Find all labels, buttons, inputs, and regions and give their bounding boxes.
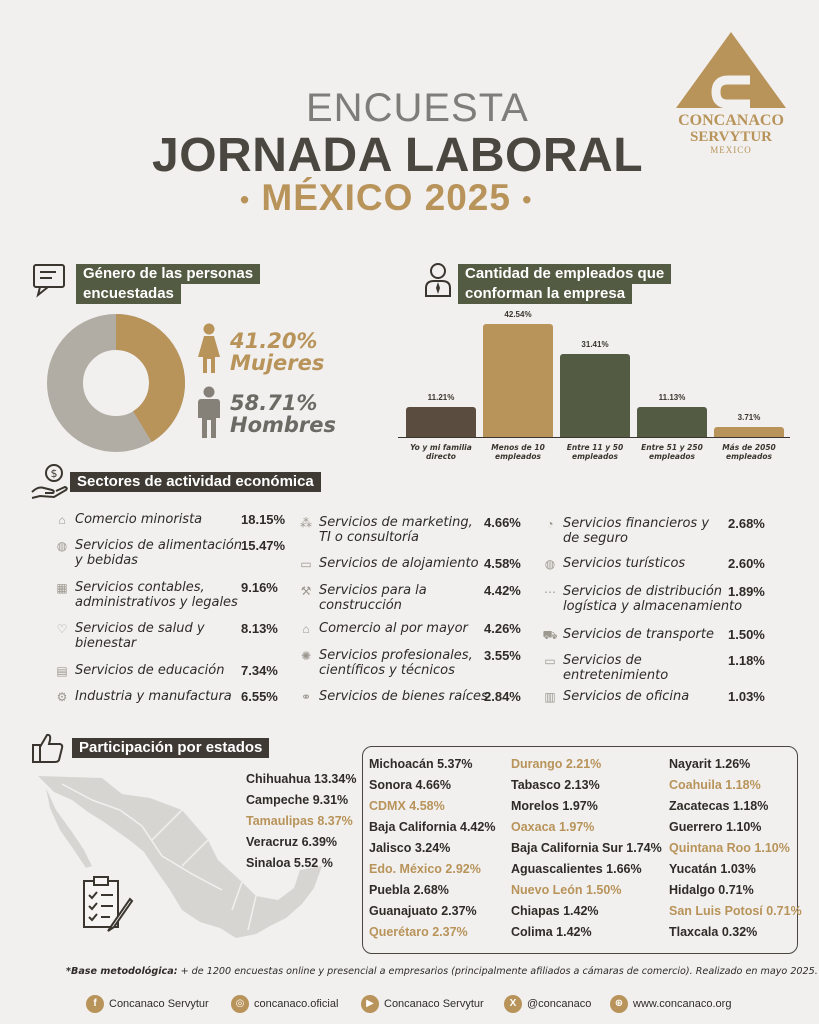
sector-row [54,663,224,678]
man-icon [196,386,222,440]
sector-label-line: Servicios financieros y [563,516,710,531]
state-item: Colima 1.42% [511,925,592,939]
footer-web[interactable] [610,995,731,1013]
bullet-left: • [240,184,251,215]
bar-4 [714,427,784,437]
sector-label-line: Servicios para la [319,583,427,598]
employee-icon [422,262,454,298]
sector-label-line: Servicios de alojamiento [319,556,479,571]
state-item: Morelos 1.97% [511,799,598,813]
sector-label-line: TI o consultoría [319,530,419,545]
bar-category-line: Menos de 10 [491,443,545,452]
sector-row [298,648,473,678]
bar-category-label [553,443,637,461]
sector-label-line: construcción [319,598,402,613]
sector-row [542,627,714,642]
logo-mark-icon [672,30,790,110]
sector-label-line: Servicios turísticos [563,556,686,571]
gender-title-line1: Género de las personas [76,264,260,284]
sector-percentage: 1.18% [728,653,765,668]
globe-icon: ◍ [544,557,556,571]
sector-row [298,689,488,704]
sector-label-line: de seguro [563,531,628,546]
sector-label-line: Servicios de alimentación [75,538,243,553]
books-icon: ▤ [56,664,68,678]
sector-label [319,583,427,613]
state-item: Zacatecas 1.18% [669,799,769,813]
concanaco-logo [672,30,790,160]
sector-label-line: entretenimiento [563,668,669,683]
sector-row [298,621,468,636]
sector-label-line: Industria y manufactura [75,689,232,704]
sector-label [319,515,473,545]
footer-youtube[interactable] [361,995,484,1013]
state-item: CDMX 4.58% [369,799,445,813]
state-item: San Luis Potosí 0.71% [669,904,802,918]
bar-category-line: Yo y mi familia [410,443,472,452]
state-item: Tabasco 2.13% [511,778,600,792]
calculator-icon: ▦ [56,581,68,595]
bar-category-label [476,443,560,461]
state-item: Oaxaca 1.97% [511,820,595,834]
sector-label-line: y bebidas [75,553,138,568]
methodology-label: *Base metodológica: [66,966,178,977]
women-percentage: 41.20% [230,329,318,353]
state-item: Chihuahua 13.34% [246,772,357,786]
state-item: Jalisco 3.24% [369,841,451,855]
sector-row [54,512,202,527]
sector-percentage: 1.89% [728,584,765,599]
state-item: Guerrero 1.10% [669,820,762,834]
state-item: Sinaloa 5.52 % [246,856,333,870]
sector-label-line: Servicios de salud y [75,621,205,636]
women-label: Mujeres [230,351,325,375]
employees-title [458,264,671,304]
monitor-icon: ▭ [544,654,556,668]
sector-row [298,556,479,571]
sector-row [542,516,709,546]
sector-label [75,538,242,568]
facebook-icon: f [86,995,104,1013]
bar-category-line: empleados [726,452,772,461]
states-title [72,738,269,758]
youtube-icon: ▶ [361,995,379,1013]
instagram-label: concanaco.oficial [254,998,339,1010]
sector-row [54,621,205,651]
sector-label [319,621,468,636]
bar-value-label: 11.13% [658,393,686,403]
title-jornada-laboral: JORNADA LABORAL [152,129,644,182]
sector-row [54,580,238,610]
state-item: Campeche 9.31% [246,793,349,807]
sector-label-line: Servicios de marketing, [319,515,473,530]
sector-label-line: Servicios de transporte [563,627,714,642]
thumbs-up-icon [30,730,66,766]
gender-title-line2: encuestadas [76,284,181,304]
sector-percentage: 6.55% [241,689,278,704]
sectors-title [70,472,321,492]
state-item: Baja California Sur 1.74% [511,841,662,855]
sector-label-line: Comercio minorista [75,512,203,527]
sector-label-line: Servicios contables, [75,580,205,595]
bar-category-line: Entre 51 y 250 [641,443,703,452]
store-icon: ⌂ [58,513,66,527]
sector-percentage: 1.50% [728,627,765,642]
bed-icon: ▭ [300,557,312,571]
sector-label [563,653,668,683]
bar-1 [483,324,553,437]
sector-percentage: 15.47% [241,538,286,553]
sector-row [298,583,427,613]
sector-row [542,584,742,614]
sector-label-line: logística y almacenamiento [563,599,743,614]
sector-percentage: 4.58% [484,556,521,571]
office-icon: ▥ [544,690,556,704]
globe-icon: ⊕ [610,995,628,1013]
footer-facebook[interactable] [86,995,209,1013]
sector-percentage: 2.60% [728,556,765,571]
gender-donut-chart [46,313,186,453]
x-icon: X [504,995,522,1013]
state-item: Nuevo León 1.50% [511,883,622,897]
sector-row [542,689,689,704]
sector-label [563,584,742,614]
hand-money-icon [30,462,70,502]
sector-row [542,556,685,571]
state-item: Chiapas 1.42% [511,904,599,918]
sector-label [75,512,202,527]
svg-text:$: $ [50,467,58,480]
sector-percentage: 2.84% [484,689,521,704]
state-item: Tlaxcala 0.32% [669,925,758,939]
sector-label-line: Servicios de educación [75,663,225,678]
heart-icon: ♡ [56,622,68,636]
state-item: Coahuila 1.18% [669,778,761,792]
sector-percentage: 4.66% [484,515,521,530]
state-item: Durango 2.21% [511,757,602,771]
bar-category-line: Entre 11 y 50 [566,443,624,452]
bar-category-line: empleados [649,452,695,461]
bar-2 [560,354,630,437]
bar-value-label: 31.41% [581,339,609,349]
handshake-icon: ⚭ [300,690,312,704]
bar-chart-axis [398,437,790,438]
employees-title-line2: conforman la empresa [458,284,632,304]
sector-label-line: Comercio al por mayor [319,621,468,636]
sector-label [563,627,714,642]
web-label: www.concanaco.org [633,998,732,1010]
state-item: Michoacán 5.37% [369,757,473,771]
sector-label [563,556,685,571]
bar-value-label: 11.21% [427,393,455,403]
bar-category-label [399,443,483,461]
sector-percentage: 18.15% [241,512,286,527]
bar-category-line: Más de 2050 [722,443,776,452]
sector-label [75,689,232,704]
state-item: Veracruz 6.39% [246,835,338,849]
facebook-label: Concanaco Servytur [109,998,209,1010]
state-item: Tamaulipas 8.37% [246,814,353,828]
state-item: Quintana Roo 1.10% [669,841,790,855]
checklist-icon [80,875,136,935]
bar-0 [406,407,476,437]
sector-percentage: 9.16% [241,580,278,595]
sector-row [298,515,473,545]
logo-line1: CONCANACO [678,112,784,129]
state-item: Baja California 4.42% [369,820,496,834]
state-item: Yucatán 1.03% [669,862,756,876]
sector-percentage: 4.42% [484,583,521,598]
state-item: Querétaro 2.37% [369,925,468,939]
sector-label [75,580,238,610]
bar-category-label [630,443,714,461]
x-label: @concanaco [527,998,592,1010]
methodology-text: + de 1200 encuestas online y presencial a empresarios (principalmente afiliados a cámaras de comercio). Realizado en mayo 2025. [177,966,818,977]
bar-3 [637,407,707,437]
sector-percentage: 4.26% [484,621,521,636]
men-label: Hombres [230,413,337,437]
title-year: MÉXICO 2025 [261,177,511,218]
sector-row [54,689,232,704]
bullet-right: • [522,184,533,215]
footer-x[interactable] [504,995,591,1013]
sector-label [563,689,689,704]
bar-category-line: empleados [495,452,541,461]
state-item: Guanajuato 2.37% [369,904,477,918]
sector-label [563,516,709,546]
sectors-title-label: Sectores de actividad económica [70,472,321,492]
bar-category-label [707,443,791,461]
sector-label-line: Servicios de bienes raíces [319,689,488,704]
logo-line2: SERVYTUR [690,129,772,145]
state-item: Sonora 4.66% [369,778,451,792]
title-encuesta: ENCUESTA [306,86,529,130]
bar-value-label: 42.54% [504,310,532,319]
sector-row [54,538,242,568]
sector-label [75,621,205,651]
sector-label-line: Servicios de [563,653,642,668]
sector-label [319,689,488,704]
footer-instagram[interactable] [231,995,338,1013]
warehouse-icon: ⌂ [302,622,310,636]
gear-icon: ⚙ [56,690,68,704]
employees-title-line1: Cantidad de empleados que [458,264,671,284]
network-icon: ⁂ [300,516,312,530]
sector-label [319,648,473,678]
sector-label-line: administrativos y legales [75,595,238,610]
state-item: Hidalgo 0.71% [669,883,754,897]
state-item: Puebla 2.68% [369,883,449,897]
survey-chat-icon [30,262,70,298]
sector-percentage: 1.03% [728,689,765,704]
bar-category-line: empleados [572,452,618,461]
sector-label-line: Servicios de distribución [563,584,723,599]
youtube-label: Concanaco Servytur [384,998,484,1010]
logo-line3: MEXICO [710,145,752,155]
truck-icon: ⛟ [542,628,558,642]
sector-label-line: bienestar [75,636,137,651]
sector-percentage: 7.34% [241,663,278,678]
sector-label-line: Servicios profesionales, [319,648,473,663]
money-hand-icon: ◔ [546,517,554,531]
sector-percentage: 2.68% [728,516,765,531]
methodology-note [66,966,818,977]
state-item: Nayarit 1.26% [669,757,751,771]
sector-label-line: científicos y técnicos [319,663,455,678]
state-item: Aguascalientes 1.66% [511,862,642,876]
sector-label [75,663,224,678]
sector-percentage: 3.55% [484,648,521,663]
bar-value-label: 3.71% [737,413,761,423]
route-icon: ⋯ [544,585,556,599]
men-percentage: 58.71% [230,391,318,415]
hammer-icon: ⚒ [300,584,312,598]
title-mexico-2025 [240,177,532,219]
instagram-icon: ◎ [231,995,249,1013]
states-title-label: Participación por estados [72,738,269,758]
atom-icon: ✺ [300,649,312,663]
bar-category-line: directo [426,452,456,461]
sector-percentage: 8.13% [241,621,278,636]
sector-row [542,653,668,683]
employees-bar-chart [398,300,798,470]
sector-label [319,556,479,571]
food-icon: ◍ [56,539,68,553]
state-item: Edo. México 2.92% [369,862,481,876]
woman-icon [196,323,222,375]
sector-label-line: Servicios de oficina [563,689,690,704]
gender-title [76,264,260,304]
